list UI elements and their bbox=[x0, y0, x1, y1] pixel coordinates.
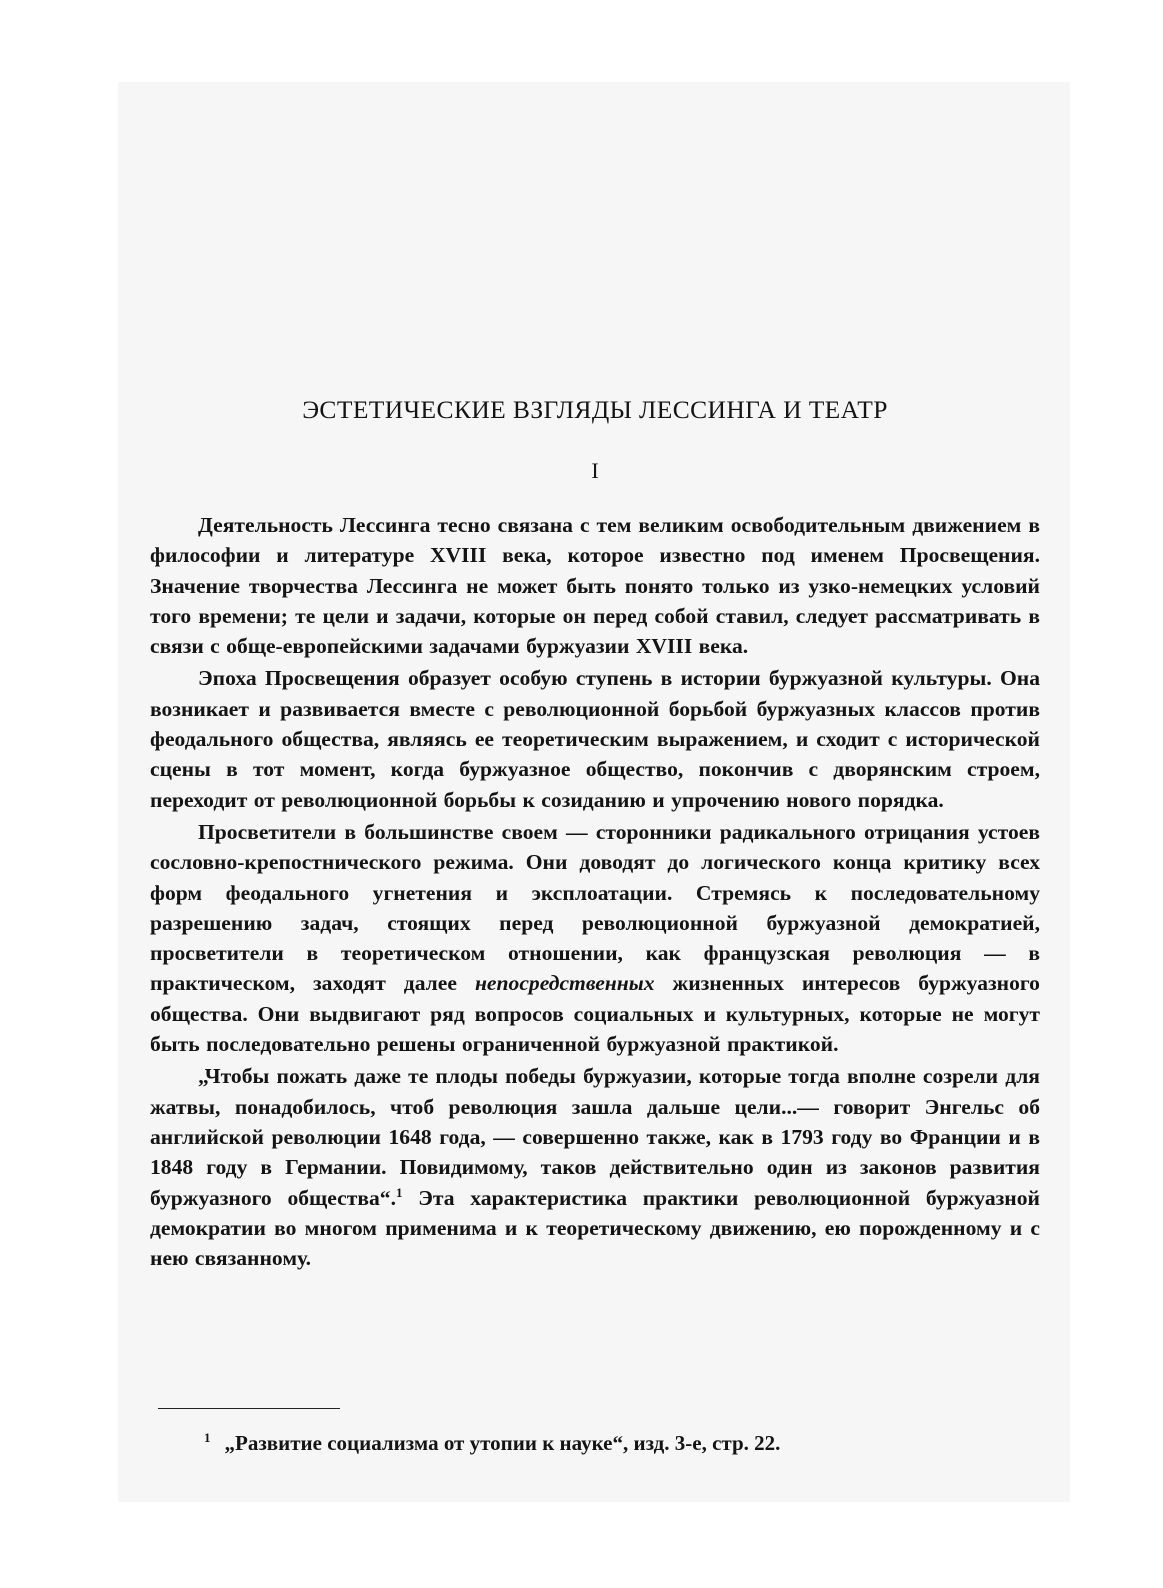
chapter-number: I bbox=[591, 458, 599, 483]
footnote-text: „Развитие социализма от утопии к науке“, изд. 3-е, стр. 22. bbox=[224, 1431, 781, 1455]
footnote bbox=[204, 1428, 780, 1458]
paragraph-text: Деятельность Лессинга тесно связана с тем великим освободительным движением в философии и литературе XVIII века, которое известно под именем Просвещения. Значение творчества Лессинга не может быть понято только из узко-немецких условий того времени; те цели и задачи, которые он перед собой ставил, следует рассматривать в связи с обще-европейскими задачами буржуазии XVIII века. bbox=[150, 513, 1040, 659]
footnote-reference: 1 bbox=[395, 1184, 403, 1200]
paragraph-1 bbox=[150, 510, 1040, 661]
paragraph-2 bbox=[150, 663, 1040, 814]
page-content bbox=[150, 392, 1040, 1275]
paragraph-text: жизненных интересов буржуазного общества. Они выдвигают ряд вопросов социальных и культурных, которые не могут быть последовательно решены ограниченной буржуазной практикой. bbox=[150, 971, 1040, 1057]
footnote-mark: 1 bbox=[204, 1430, 211, 1445]
paragraph-text: Эта характеристика практики революционной буржуазной демократии во многом применима и к теоретическому движению, ею порожденному и с нею связанному. bbox=[150, 1185, 1040, 1271]
paragraph-4 bbox=[150, 1061, 1040, 1273]
paragraph-3 bbox=[150, 817, 1040, 1059]
paragraph-text: „Чтобы пожать даже те плоды победы буржуазии, которые тогда вполне созрели для жатвы, понадобилось, чтоб революция зашла дальше цели...— говорит Энгельс об английской революции 1648 года, — совершенно также, как в 1793 году во Франции и в 1848 году в Германии. Повидимому, таков действительно один из законов развития буржуазного общества“. bbox=[150, 1064, 1040, 1210]
paragraph-text: Просветители в большинстве своем — сторонники радикального отрицания устоев сословно-крепостнического режима. Они доводят до логического конца критику всех форм феодального угнетения и эксплоатации. Стремясь к последовательному разрешению задач, стоящих перед революционной буржуазной демократией, просветители в теоретическом отношении, как французская революция — в практическом, заходят далее bbox=[150, 819, 1040, 996]
emphasized-word: непосредственных bbox=[474, 971, 655, 996]
footnote-divider bbox=[158, 1408, 340, 1409]
page-title: ЭСТЕТИЧЕСКИЕ ВЗГЛЯДЫ ЛЕССИНГА И ТЕАТР bbox=[302, 395, 888, 424]
paragraph-text: Эпоха Просвещения образует особую ступень в истории буржуазной культуры. Она возникает и развивается вместе с революционной борьбой буржуазных классов против феодального общества, являясь ее теоретическим выражением, и сходит с исторической сцены в тот момент, когда буржуазное общество, покончив с дворянским строем, переходит от революционной борьбы к созиданию и упрочению нового порядка. bbox=[150, 666, 1040, 812]
